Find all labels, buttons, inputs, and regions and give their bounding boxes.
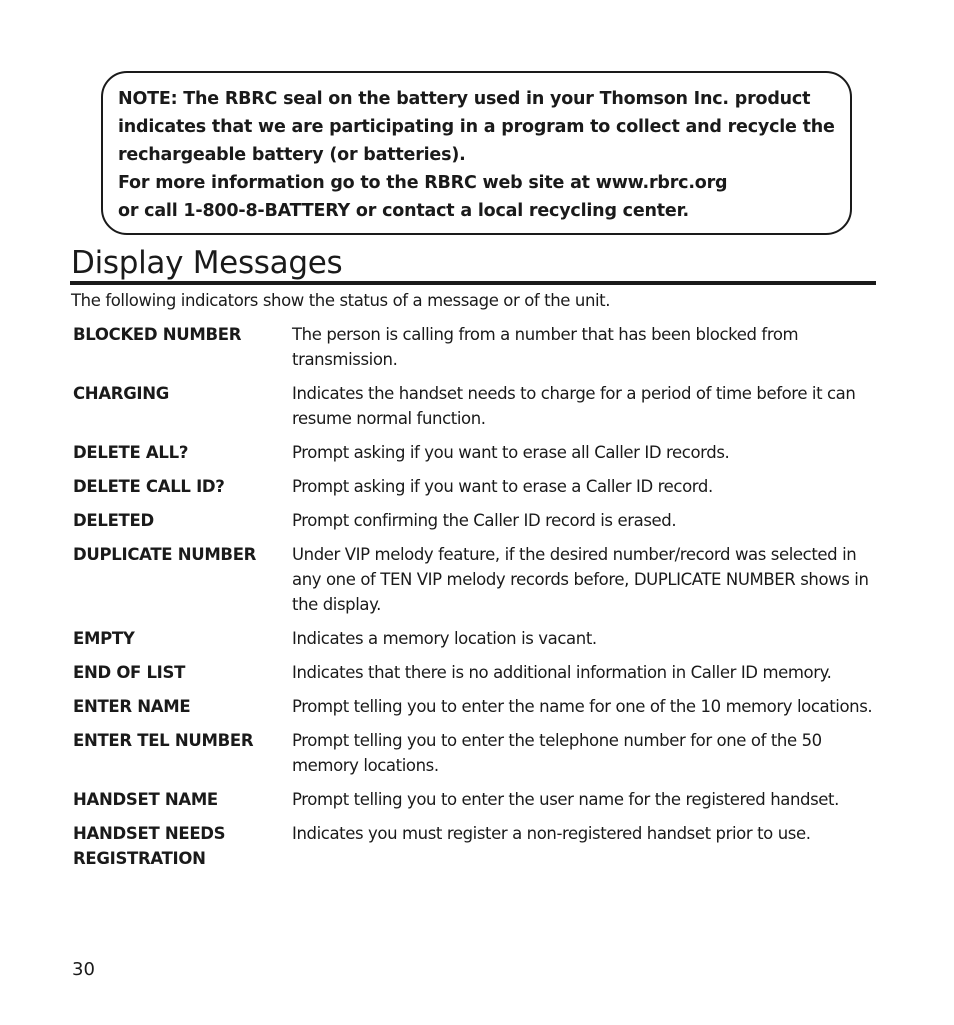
message-term: ENTER TEL NUMBER — [73, 731, 254, 750]
message-description: Indicates you must register a non-registered handset prior to use. — [292, 824, 811, 843]
recycling-note-box — [101, 71, 852, 235]
message-term: DELETED — [73, 511, 154, 530]
message-row-enter-name — [73, 694, 883, 719]
message-description: Prompt telling you to enter the telephone number for one of the 50 memory locations. — [292, 731, 822, 775]
message-row-handset-name — [73, 787, 883, 812]
note-line: indicates that we are participating in a program to collect and recycle the — [118, 117, 835, 137]
note-line: rechargeable battery (or batteries). — [118, 145, 466, 165]
message-term: END OF LIST — [73, 663, 186, 682]
message-description: Prompt telling you to enter the user name for the registered handset. — [292, 790, 839, 809]
message-term: BLOCKED NUMBER — [73, 325, 242, 344]
message-term: HANDSET NAME — [73, 790, 218, 809]
message-term: ENTER NAME — [73, 697, 191, 716]
note-line: NOTE: The RBRC seal on the battery used in your Thomson Inc. product — [118, 89, 811, 109]
note-line: or call 1-800-8-BATTERY or contact a local recycling center. — [118, 201, 689, 221]
message-description: Indicates the handset needs to charge for a period of time before it can resume normal function. — [292, 384, 856, 428]
display-messages-list — [73, 322, 883, 880]
message-row-end-of-list — [73, 660, 883, 685]
message-row-enter-tel-number — [73, 728, 883, 778]
message-description: Indicates a memory location is vacant. — [292, 629, 597, 648]
message-row-charging — [73, 381, 883, 431]
message-description: The person is calling from a number that has been blocked from transmission. — [292, 325, 799, 369]
title-divider — [70, 281, 876, 285]
message-term: DELETE ALL? — [73, 443, 189, 462]
message-description: Prompt confirming the Caller ID record is erased. — [292, 511, 677, 530]
message-term: EMPTY — [73, 629, 135, 648]
message-row-empty — [73, 626, 883, 651]
message-term: CHARGING — [73, 384, 170, 403]
message-description: Prompt telling you to enter the name for one of the 10 memory locations. — [292, 697, 873, 716]
message-term: DUPLICATE NUMBER — [73, 545, 257, 564]
message-row-delete-all — [73, 440, 883, 465]
message-description: Indicates that there is no additional information in Caller ID memory. — [292, 663, 832, 682]
page-number: 30 — [72, 959, 95, 980]
note-line: For more information go to the RBRC web site at www.rbrc.org — [118, 173, 728, 193]
section-title: Display Messages — [71, 245, 343, 281]
message-row-delete-call-id — [73, 474, 883, 499]
message-description: Under VIP melody feature, if the desired number/record was selected in any one of TEN VIP melody records before, DUPLICATE NUMBER shows in the display. — [292, 545, 869, 614]
message-row-handset-needs-registration — [73, 821, 883, 871]
message-row-duplicate-number — [73, 542, 883, 617]
message-term: DELETE CALL ID? — [73, 477, 225, 496]
message-description: Prompt asking if you want to erase a Caller ID record. — [292, 477, 713, 496]
message-row-deleted — [73, 508, 883, 533]
message-description: Prompt asking if you want to erase all Caller ID records. — [292, 443, 730, 462]
section-intro: The following indicators show the status of a message or of the unit. — [71, 291, 611, 310]
message-term: HANDSET NEEDS REGISTRATION — [73, 824, 226, 868]
message-row-blocked-number — [73, 322, 883, 372]
